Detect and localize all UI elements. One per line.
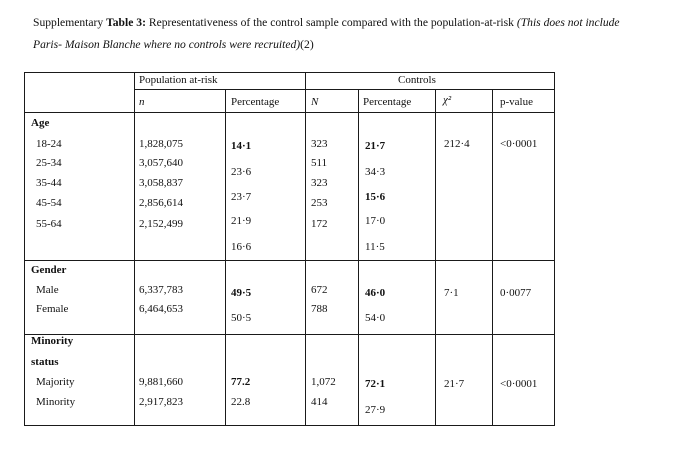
age-row-pct: 21·9 <box>231 215 252 227</box>
gender-row-pct: 50·5 <box>231 312 252 324</box>
table-rule <box>24 425 554 426</box>
table-rule <box>492 89 493 426</box>
minority-row-N: 1,072 <box>311 376 336 388</box>
gender-chi-squared: 7·1 <box>444 287 459 299</box>
header-N: N <box>311 96 319 108</box>
table-rule <box>134 89 554 90</box>
age-row-label: 35-44 <box>36 177 62 189</box>
caption-suffix: (2) <box>300 38 314 51</box>
gender-row-pct-controls: 46·0 <box>365 287 386 299</box>
age-row-pct: 23·6 <box>231 166 252 178</box>
minority-row-pct: 77.2 <box>231 376 251 388</box>
gender-row-N: 672 <box>311 284 328 296</box>
age-row-label: 25-34 <box>36 157 62 169</box>
age-row-pct: 14·1 <box>231 140 252 152</box>
age-row-pct-controls: 15·6 <box>365 191 386 203</box>
minority-row-pct-controls: 72·1 <box>365 378 386 390</box>
age-row-pct-controls: 21·7 <box>365 140 386 152</box>
age-row-label: 18-24 <box>36 138 62 150</box>
age-chi-squared: 212·4 <box>444 138 470 150</box>
gender-row-label: Male <box>36 284 59 296</box>
table-rule <box>225 89 226 426</box>
age-row-n: 1,828,075 <box>139 138 183 150</box>
gender-row-label: Female <box>36 303 69 315</box>
minority-row-pct-controls: 27·9 <box>365 404 386 416</box>
minority-row-N: 414 <box>311 396 328 408</box>
section-gender-label: Gender <box>31 264 67 276</box>
table-rule <box>554 72 555 426</box>
age-row-n: 2,152,499 <box>139 218 183 230</box>
table-rule <box>24 334 554 335</box>
age-row-n: 3,057,640 <box>139 157 183 169</box>
gender-row-n: 6,337,783 <box>139 284 183 296</box>
table-rule <box>24 72 554 73</box>
section-age-label: Age <box>31 117 50 129</box>
gender-row-pct-controls: 54·0 <box>365 312 386 324</box>
minority-row-label: Minority <box>36 396 76 408</box>
table-rule <box>134 72 135 426</box>
table-rule <box>305 72 306 426</box>
age-row-pct: 23·7 <box>231 191 252 203</box>
gender-row-N: 788 <box>311 303 328 315</box>
header-population: Population at-risk <box>139 74 218 86</box>
age-row-n: 2,856,614 <box>139 197 183 209</box>
table-rule <box>24 260 554 261</box>
header-n: n <box>139 96 145 108</box>
age-row-pct-controls: 17·0 <box>365 215 386 227</box>
age-row-pct-controls: 34·3 <box>365 166 386 178</box>
caption-main: Representativeness of the control sample compared with the population-at-risk <box>145 16 517 29</box>
minority-p-value: <0·0001 <box>500 378 538 390</box>
minority-row-pct: 22.8 <box>231 396 251 408</box>
age-row-label: 55-64 <box>36 218 62 230</box>
age-row-pct-controls: 11·5 <box>365 241 385 253</box>
minority-row-label: Majority <box>36 376 75 388</box>
header-p-value: p-value <box>500 96 533 108</box>
minority-chi-squared: 21·7 <box>444 378 465 390</box>
age-row-N: 172 <box>311 218 328 230</box>
caption-table-number: Table 3: <box>106 16 146 29</box>
caption-italic-2: Paris- Maison Blanche where no controls were recruited) <box>33 38 301 51</box>
table-rule <box>358 89 359 426</box>
age-p-value: <0·0001 <box>500 138 538 150</box>
minority-row-n: 2,917,823 <box>139 396 183 408</box>
section-minority-label: status <box>31 356 59 368</box>
gender-row-n: 6,464,653 <box>139 303 183 315</box>
table-rule <box>435 89 436 426</box>
gender-row-pct: 49·5 <box>231 287 252 299</box>
table-rule <box>24 112 554 113</box>
age-row-n: 3,058,837 <box>139 177 183 189</box>
header-chi-squared: χ² <box>443 94 452 106</box>
table-rule <box>24 72 25 426</box>
age-row-N: 511 <box>311 157 328 169</box>
age-row-N: 323 <box>311 138 328 150</box>
age-row-pct: 16·6 <box>231 241 252 253</box>
header-percentage: Percentage <box>231 96 280 108</box>
caption-prefix: Supplementary <box>33 16 107 29</box>
caption-italic-1: (This does not include <box>516 16 620 29</box>
section-minority-label: Minority <box>31 335 74 347</box>
age-row-N: 253 <box>311 197 328 209</box>
minority-row-n: 9,881,660 <box>139 376 183 388</box>
age-row-label: 45-54 <box>36 197 62 209</box>
header-controls: Controls <box>398 74 436 86</box>
age-row-N: 323 <box>311 177 328 189</box>
gender-p-value: 0·0077 <box>500 287 532 299</box>
header-percentage-controls: Percentage <box>363 96 412 108</box>
